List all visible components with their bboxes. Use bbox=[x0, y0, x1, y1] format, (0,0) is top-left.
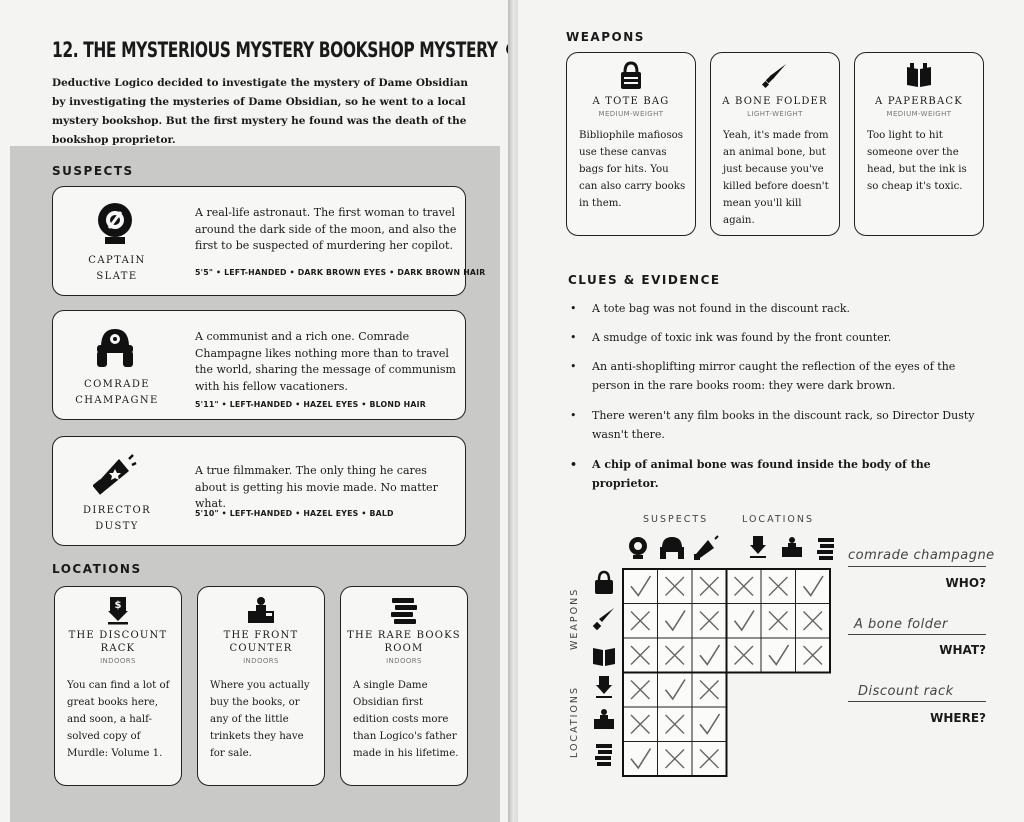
grid-cell-x[interactable] bbox=[796, 604, 831, 639]
grid-cell-x[interactable] bbox=[623, 707, 658, 742]
location-card-front-counter[interactable] bbox=[197, 586, 325, 786]
grid-cell-check[interactable] bbox=[658, 673, 693, 708]
right-page: WEAPONS A TOTE BAG MEDIUM-WEIGHT Bibliophile mafiosos use these canvas bags for hits. You can also carry books in them. A BONE FOLDER LIGHT-WEIGHT Yeah, it's made from an animal bone, but just because you've killed before doesn't mean you'll kill again. A PAPERBACK MEDIUM-WEIGHT Too light to hit someone over the head, but the ink is so cheap it's toxic. CLUES & EVIDENCE • A tote bag was not found in the discount rack. • A smudge of toxic ink was found by the front counter. • An anti-shoplifting mirror caught the reflection of the eyes of the person in the rare books room: they were dark brown. • There weren't any film books in the discount rack, so Director Dusty wasn't there. • A chip of animal bone was found inside the body of the proprietor. SUSPECTS LOCATIONS WEAPONS LOCATIONS comrade champagne WHO? A bone folder WHAT? Discount rack WHERE? bbox=[518, 0, 1024, 822]
suspect-card-director-dusty[interactable] bbox=[52, 436, 466, 546]
grid-cell-x[interactable] bbox=[727, 569, 762, 604]
grid-suspects-label: SUSPECTS bbox=[643, 514, 709, 525]
book-stack-icon bbox=[595, 744, 612, 766]
location-description: You can find a lot of great books here, and soon, a half-solved copy of Murdle: Volume 1. bbox=[67, 680, 170, 759]
location-description: Where you actually buy the books, or any of the little trinkets they have for sale. bbox=[210, 680, 310, 759]
grid-cell-x[interactable] bbox=[692, 569, 727, 604]
location-name: THE DISCOUNT RACK bbox=[68, 630, 168, 654]
weapon-description: Yeah, it's made from an animal bone, but just because you've killed before doesn't mean you'll kill again. bbox=[723, 130, 829, 226]
weapon-name: A PAPERBACK bbox=[875, 96, 963, 107]
location-card-rare-books-room[interactable] bbox=[340, 586, 468, 786]
what-label: WHAT? bbox=[939, 643, 986, 657]
tote-bag-icon bbox=[616, 61, 646, 91]
grid-cell-check[interactable] bbox=[623, 742, 658, 777]
location-tag: INDOORS bbox=[243, 657, 279, 665]
bullet: • bbox=[570, 458, 578, 471]
dollar-arrow-icon bbox=[750, 536, 766, 558]
suspect-description: A true filmmaker. The only thing he cares about is getting his movie made. No matter what. bbox=[195, 464, 438, 510]
dollar-arrow-icon bbox=[103, 595, 133, 625]
bone-folder-icon bbox=[593, 608, 614, 630]
who-answer[interactable]: comrade champagne bbox=[848, 548, 995, 563]
location-card-discount-rack[interactable] bbox=[54, 586, 182, 786]
bullet: • bbox=[570, 302, 577, 315]
suspect-name: DIRECTOR DUSTY bbox=[82, 505, 152, 532]
suspect-card-captain-slate[interactable] bbox=[52, 186, 486, 296]
location-name: THE FRONT COUNTER bbox=[223, 630, 299, 654]
grid-cell-x[interactable] bbox=[658, 742, 693, 777]
locations-heading: LOCATIONS bbox=[52, 562, 142, 576]
suspect-card-comrade-champagne[interactable] bbox=[52, 310, 466, 420]
open-book-icon bbox=[593, 648, 615, 666]
grid-column-icons bbox=[624, 532, 834, 566]
counter-clerk-icon bbox=[594, 709, 614, 729]
clues-heading: CLUES & EVIDENCE bbox=[568, 273, 721, 287]
weapon-name: A TOTE BAG bbox=[592, 96, 670, 107]
svg-text:$: $ bbox=[114, 600, 122, 611]
weapon-card-paperback[interactable] bbox=[854, 52, 984, 236]
who-label: WHO? bbox=[945, 576, 986, 590]
weapon-description: Bibliophile mafiosos use these canvas bags for hits. You can also carry books in them. bbox=[579, 130, 686, 209]
bullet: • bbox=[570, 360, 577, 373]
weapon-weight: MEDIUM-WEIGHT bbox=[598, 110, 664, 118]
open-book-icon bbox=[904, 61, 934, 91]
dollar-arrow-icon bbox=[596, 676, 612, 698]
weapon-weight: MEDIUM-WEIGHT bbox=[886, 110, 952, 118]
tote-bag-icon bbox=[595, 572, 613, 594]
grid-cell-x[interactable] bbox=[727, 638, 762, 673]
grid-cell-x[interactable] bbox=[761, 569, 796, 604]
weapon-card-bone-folder[interactable] bbox=[710, 52, 840, 236]
weapon-name: A BONE FOLDER bbox=[722, 96, 828, 107]
suspect-stats: 5'5" • LEFT-HANDED • DARK BROWN EYES • DARK BROWN HAIR bbox=[195, 268, 486, 277]
grid-cell-x[interactable] bbox=[658, 638, 693, 673]
logic-grid[interactable] bbox=[622, 568, 834, 780]
puzzle-intro: Deductive Logico decided to investigate the mystery of Dame Obsidian by investigating the mysteries of Dame Obsidian, so he went to a local mystery bookshop. But the first mystery he found was the death of the bookshop proprietor. bbox=[52, 77, 469, 146]
grid-cell-x[interactable] bbox=[658, 569, 693, 604]
astronaut-helmet-icon bbox=[629, 537, 647, 559]
grid-cell-x[interactable] bbox=[692, 604, 727, 639]
suspects-heading: SUSPECTS bbox=[52, 164, 134, 178]
grid-cell-x[interactable] bbox=[796, 638, 831, 673]
weapon-card-tote-bag[interactable] bbox=[566, 52, 696, 236]
weapon-description: Too light to hit someone over the head, but the ink is so cheap it's toxic. bbox=[867, 130, 967, 192]
location-tag: INDOORS bbox=[386, 657, 422, 665]
weapons-heading: WEAPONS bbox=[566, 30, 645, 44]
grid-locations-label: LOCATIONS bbox=[742, 514, 815, 525]
grid-weapons-side-label: WEAPONS bbox=[569, 587, 580, 650]
weapon-weight: LIGHT-WEIGHT bbox=[747, 110, 803, 118]
puzzle-title bbox=[52, 38, 521, 62]
grid-cell-check[interactable] bbox=[623, 569, 658, 604]
what-answer-line bbox=[848, 634, 986, 635]
suspect-name: CAPTAIN SLATE bbox=[88, 255, 146, 282]
grid-locations-side-label: LOCATIONS bbox=[569, 685, 580, 758]
book-stack-icon bbox=[817, 538, 834, 560]
bullet: • bbox=[570, 409, 577, 422]
what-answer[interactable]: A bone folder bbox=[854, 617, 948, 632]
grid-cell-x[interactable] bbox=[658, 707, 693, 742]
grid-cell-x[interactable] bbox=[761, 604, 796, 639]
counter-clerk-icon bbox=[246, 595, 276, 625]
location-tag: INDOORS bbox=[100, 657, 136, 665]
location-name: THE RARE BOOKS ROOM bbox=[347, 630, 461, 654]
grid-cell-x[interactable] bbox=[623, 604, 658, 639]
ushanka-hat-icon bbox=[660, 537, 684, 559]
grid-cell-x[interactable] bbox=[692, 673, 727, 708]
grid-cell-x[interactable] bbox=[623, 673, 658, 708]
book-stack-icon bbox=[389, 595, 419, 625]
grid-cell-x[interactable] bbox=[623, 638, 658, 673]
bullet: • bbox=[570, 331, 577, 344]
grid-cell-check[interactable] bbox=[761, 638, 796, 673]
suspect-stats: 5'11" • LEFT-HANDED • HAZEL EYES • BLOND HAIR bbox=[195, 400, 426, 409]
who-answer-line bbox=[848, 566, 986, 567]
grid-cell-check[interactable] bbox=[796, 569, 831, 604]
where-answer[interactable]: Discount rack bbox=[858, 684, 954, 699]
grid-cell-check[interactable] bbox=[692, 707, 727, 742]
where-label: WHERE? bbox=[930, 711, 986, 725]
puzzle-title-text: 12. THE MYSTERIOUS MYSTERY BOOKSHOP MYSTERY bbox=[52, 38, 498, 62]
grid-cell-x[interactable] bbox=[692, 742, 727, 777]
location-description: A single Dame Obsidian first edition costs more than Logico's father made in his lifetime. bbox=[353, 680, 459, 759]
suspect-stats: 5'10" • LEFT-HANDED • HAZEL EYES • BALD bbox=[195, 509, 394, 518]
ushanka-hat-icon bbox=[93, 325, 137, 369]
counter-clerk-icon bbox=[782, 537, 802, 557]
suspect-description: A communist and a rich one. Comrade Champagne likes nothing more than to travel the world, sharing the message of communism with his fellow vacationers. bbox=[195, 330, 456, 393]
where-answer-line bbox=[848, 701, 986, 702]
megaphone-icon bbox=[694, 536, 718, 560]
grid-row-icons bbox=[590, 568, 620, 778]
bone-folder-icon bbox=[760, 61, 790, 91]
grid-cell-check[interactable] bbox=[658, 604, 693, 639]
suspect-name: COMRADE CHAMPAGNE bbox=[75, 379, 159, 406]
grid-cell-check[interactable] bbox=[727, 604, 762, 639]
astronaut-helmet-icon bbox=[93, 201, 137, 245]
megaphone-icon bbox=[93, 451, 137, 495]
suspect-description: A real-life astronaut. The first woman to travel around the dark side of the moon, and also the first to be suspected of murdering her copilot. bbox=[195, 206, 457, 252]
grid-cell-check[interactable] bbox=[692, 638, 727, 673]
